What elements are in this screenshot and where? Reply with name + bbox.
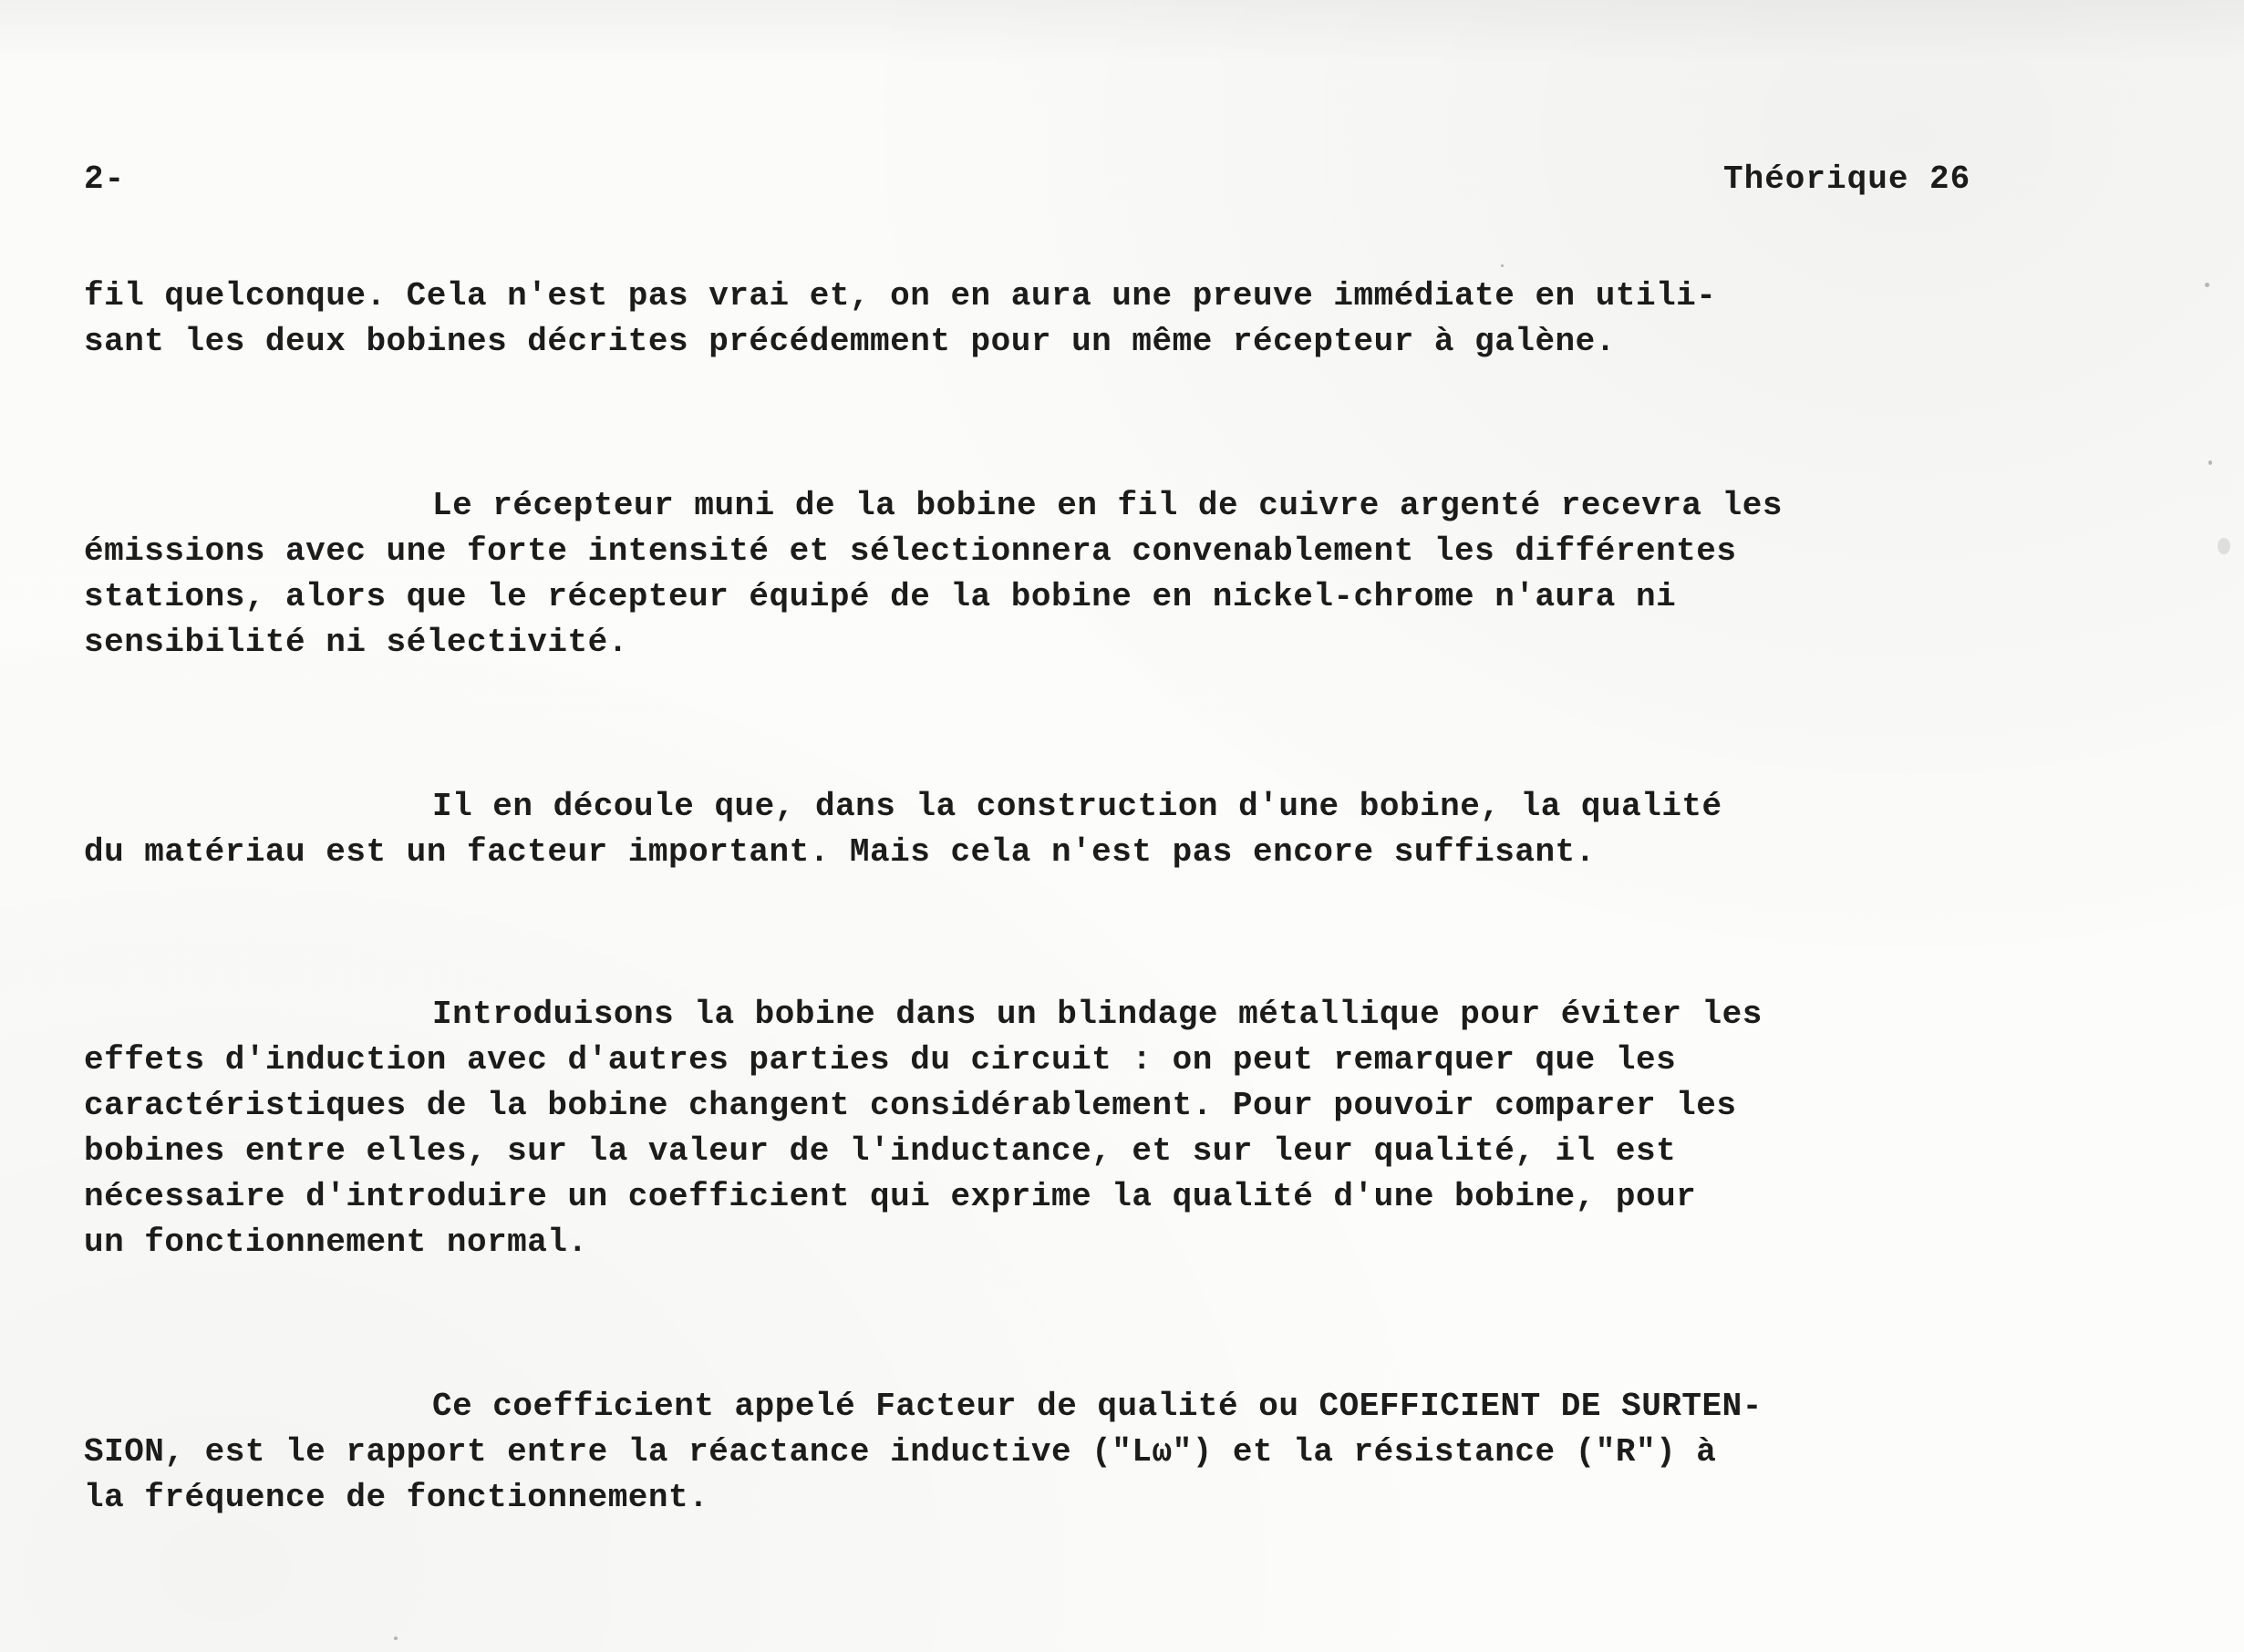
text-line: sant les deux bobines décrites précédemment pour un même récepteur à galène. <box>84 323 1616 360</box>
scan-speck <box>2205 283 2209 287</box>
text-line: du matériau est un facteur important. Mais cela n'est pas encore suffisant. <box>84 833 1596 871</box>
scan-speck <box>394 1637 398 1640</box>
scan-speck <box>2218 538 2230 554</box>
text-line: Il en découle que, dans la construction d'une bobine, la qualité <box>432 788 1722 825</box>
text-line: émissions avec une forte intensité et sélectionnera convenablement les différentes <box>84 532 1737 570</box>
text-line: nécessaire d'introduire un coefficient qui exprime la qualité d'une bobine, pour <box>84 1178 1697 1215</box>
paragraph-4 <box>84 992 1763 1265</box>
text-line: sensibilité ni sélectivité. <box>84 624 628 661</box>
text-line: stations, alors que le récepteur équipé de la bobine en nickel-chrome n'aura ni <box>84 578 1677 615</box>
section-heading: Théorique 26 <box>1723 160 1971 198</box>
text-line: Le récepteur muni de la bobine en fil de cuivre argenté recevra les <box>432 487 1783 524</box>
text-line: SION, est le rapport entre la réactance inductive ("Lω") et la résistance ("R") à <box>84 1433 1717 1471</box>
text-line: Ce coefficient appelé Facteur de qualité ou COEFFICIENT DE SURTEN- <box>432 1388 1763 1425</box>
page-number: 2- <box>84 160 126 198</box>
paragraph-5 <box>84 1384 1763 1521</box>
scan-speck <box>1501 264 1504 267</box>
text-line: un fonctionnement normal. <box>84 1224 588 1261</box>
paragraph-3 <box>84 784 1722 875</box>
text-line: fil quelconque. Cela n'est pas vrai et, on en aura une preuve immédiate en utili- <box>84 277 1717 315</box>
text-line: effets d'induction avec d'autres parties du circuit : on peut remarquer que les <box>84 1041 1677 1079</box>
paragraph-2 <box>84 483 1783 666</box>
text-line: Introduisons la bobine dans un blindage métallique pour éviter les <box>432 996 1763 1033</box>
paragraph-1 <box>84 274 1716 365</box>
text-line: bobines entre elles, sur la valeur de l'inductance, et sur leur qualité, il est <box>84 1132 1677 1170</box>
scan-speck <box>2208 460 2212 465</box>
text-line: la fréquence de fonctionnement. <box>84 1479 709 1516</box>
text-line: caractéristiques de la bobine changent considérablement. Pour pouvoir comparer les <box>84 1087 1737 1124</box>
